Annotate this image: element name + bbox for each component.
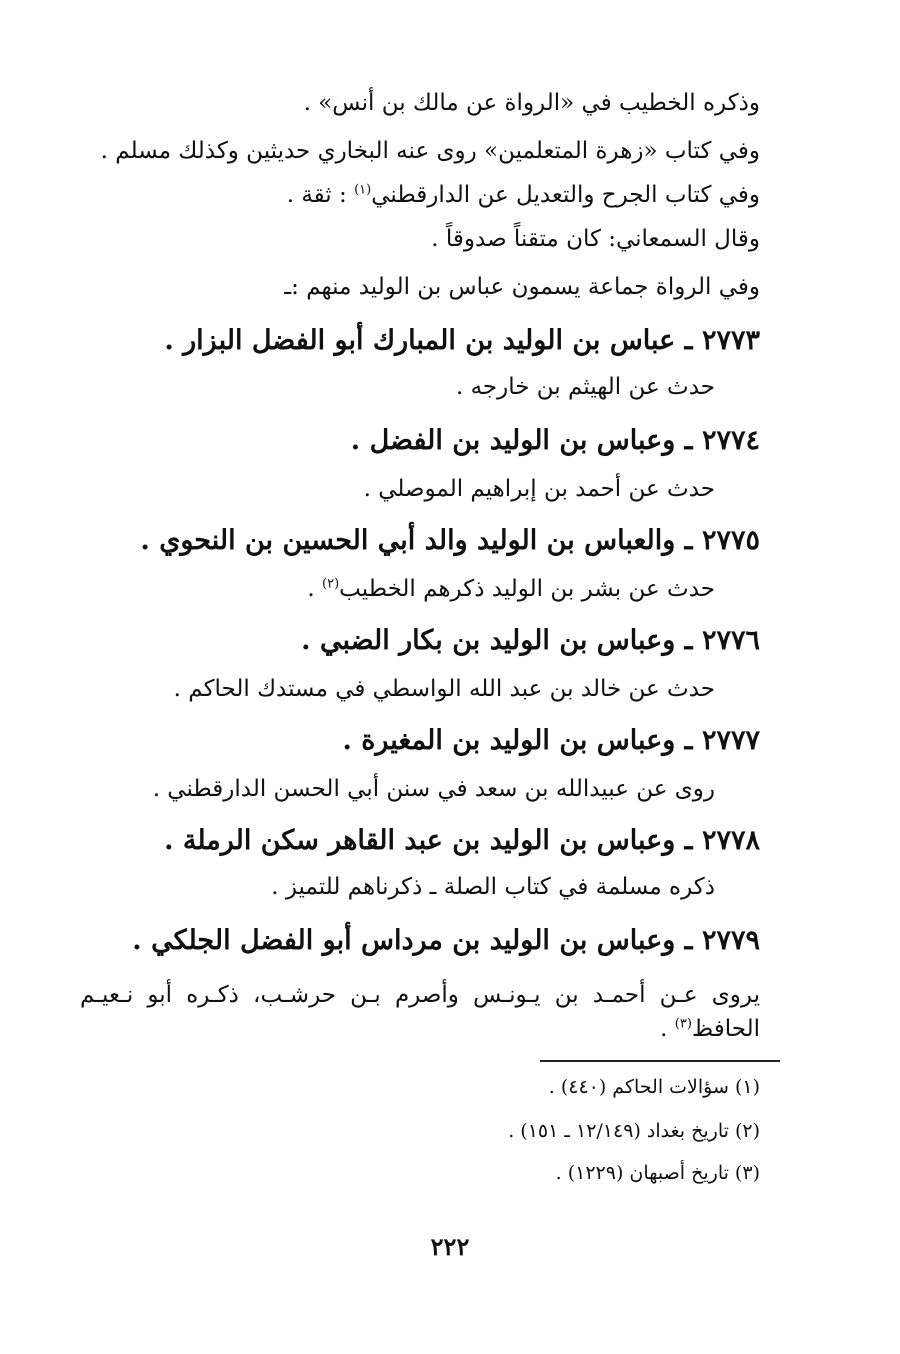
page-number: ٢٢٢ [430, 1232, 470, 1261]
entry-heading-2775: ٢٧٧٥ ـ والعباس بن الوليد والد أبي الحسين بن النحوي . [140, 525, 760, 556]
entry-heading-2778: ٢٧٧٨ ـ وعباس بن الوليد بن عبد القاهر سكن الرملة . [164, 825, 760, 856]
entry-text-2779-cont [660, 1014, 760, 1044]
footnote-ref-3: (٣) [674, 1016, 692, 1032]
entry-heading-2777: ٢٧٧٧ ـ وعباس بن الوليد بن المغيرة . [342, 725, 760, 756]
intro-line-1: وذكره الخطيب في «الرواة عن مالك بن أنس» . [303, 90, 760, 116]
entry-text-2775 [307, 574, 715, 604]
entry-heading-2774: ٢٧٧٤ ـ وعباس بن الوليد بن الفضل . [350, 425, 760, 456]
entry-text-2776: حدث عن خالد بن عبد الله الواسطي في مستدك الحاكم . [173, 676, 715, 702]
entry-heading-2776: ٢٧٧٦ ـ وعباس بن الوليد بن بكار الضبي . [301, 625, 760, 656]
intro-line-3 [287, 180, 760, 210]
footnote-divider [540, 1060, 780, 1062]
intro-line-3-text: وفي كتاب الجرح والتعديل عن الدارقطني [371, 182, 760, 208]
footnote-3: (٣) تاريخ أصبهان (١٢٢٩) . [555, 1162, 760, 1184]
intro-line-3-tail: : ثقة . [286, 182, 355, 208]
entry-heading-2779: ٢٧٧٩ ـ وعباس بن الوليد بن مرداس أبو الفضل الجلكي . [132, 925, 760, 956]
entry-text-2778: ذكره مسلمة في كتاب الصلة ـ ذكرناهم للتميز . [271, 874, 715, 900]
entry-text-2779-tail: . [660, 1016, 675, 1042]
entry-text-2775-tail: . [307, 576, 323, 602]
entry-text-2775-main: حدث عن بشر بن الوليد ذكرهم الخطيب [339, 576, 715, 602]
intro-line-2: وفي كتاب «زهرة المتعلمين» روى عنه البخاري حديثين وكذلك مسلم . [100, 138, 760, 164]
footnote-1: (١) سؤالات الحاكم (٤٤٠) . [548, 1076, 760, 1098]
intro-line-5: وفي الرواة جماعة يسمون عباس بن الوليد منهم :ـ [284, 274, 760, 300]
footnote-2: (٢) تاريخ بغداد (١٢/١٤٩ ـ ١٥١) . [508, 1120, 760, 1142]
entry-text-2779: يروى عـن أحمـد بن يـونـس وأصرم بـن حرشـب، ذكـره أبو نـعيـم [80, 982, 760, 1008]
entry-heading-2773: ٢٧٧٣ ـ عباس بن الوليد بن المبارك أبو الفضل البزار . [164, 325, 760, 356]
footnote-ref-2: (٢) [322, 576, 340, 592]
footnote-ref-1: (١) [354, 182, 372, 198]
entry-text-2777: روى عن عبيدالله بن سعد في سنن أبي الحسن الدارقطني . [152, 776, 715, 802]
entry-text-2774: حدث عن أحمد بن إبراهيم الموصلي . [363, 476, 715, 502]
entry-text-2773: حدث عن الهيثم بن خارجه . [455, 374, 715, 400]
intro-line-4: وقال السمعاني: كان متقناً صدوقاً . [431, 226, 760, 252]
entry-text-2779-word: الحافظ [691, 1016, 760, 1042]
